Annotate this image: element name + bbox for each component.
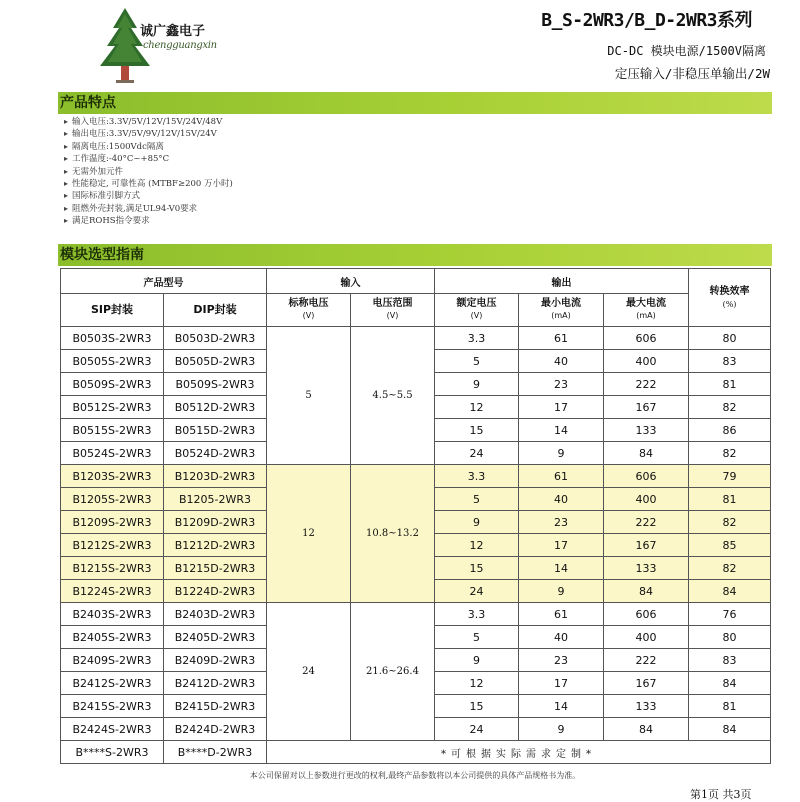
rated-voltage-cell: 9	[435, 511, 519, 534]
nominal-voltage-cell: 12	[267, 465, 351, 603]
efficiency-cell: 83	[689, 649, 771, 672]
dip-model-cell: B2405D-2WR3	[164, 626, 267, 649]
efficiency-cell: 81	[689, 695, 771, 718]
dip-model-cell: B0512D-2WR3	[164, 396, 267, 419]
table-row	[61, 327, 771, 350]
sip-model-cell: B1212S-2WR3	[61, 534, 164, 557]
header-model: 产品型号	[61, 269, 267, 294]
min-current-cell: 61	[519, 465, 604, 488]
feature-item: ▸ 工作温度:-40°C~+85°C	[64, 153, 233, 165]
efficiency-cell: 82	[689, 396, 771, 419]
efficiency-cell: 80	[689, 626, 771, 649]
header-nominal-voltage: 标称电压 (V)	[267, 294, 351, 327]
header-input: 输入	[267, 269, 435, 294]
efficiency-cell: 84	[689, 580, 771, 603]
min-current-cell: 40	[519, 488, 604, 511]
sip-model-cell: B2409S-2WR3	[61, 649, 164, 672]
dip-model-cell: B1224D-2WR3	[164, 580, 267, 603]
min-current-cell: 9	[519, 442, 604, 465]
sip-model-cell: B1203S-2WR3	[61, 465, 164, 488]
max-current-cell: 222	[604, 373, 689, 396]
header-min-current: 最小电流 (mA)	[519, 294, 604, 327]
sip-model-cell: B0512S-2WR3	[61, 396, 164, 419]
selection-table	[60, 268, 771, 764]
max-current-cell: 606	[604, 603, 689, 626]
features-heading: 产品特点	[58, 92, 772, 114]
efficiency-cell: 79	[689, 465, 771, 488]
max-current-cell: 167	[604, 534, 689, 557]
sip-model-cell: B2415S-2WR3	[61, 695, 164, 718]
min-current-cell: 17	[519, 534, 604, 557]
efficiency-cell: 81	[689, 488, 771, 511]
logo-english-name: chengguangxin	[143, 40, 217, 51]
min-current-cell: 40	[519, 350, 604, 373]
nominal-voltage-cell: 5	[267, 327, 351, 465]
sip-model-cell: B1205S-2WR3	[61, 488, 164, 511]
header-voltage-range: 电压范围 (V)	[351, 294, 435, 327]
rated-voltage-cell: 15	[435, 419, 519, 442]
dip-model-cell: B1205-2WR3	[164, 488, 267, 511]
max-current-cell: 222	[604, 511, 689, 534]
sip-model-cell: B1215S-2WR3	[61, 557, 164, 580]
sip-model-cell: B2403S-2WR3	[61, 603, 164, 626]
max-current-cell: 400	[604, 488, 689, 511]
efficiency-cell: 84	[689, 672, 771, 695]
voltage-range-cell: 4.5~5.5	[351, 327, 435, 465]
dip-model-cell: B1209D-2WR3	[164, 511, 267, 534]
efficiency-cell: 83	[689, 350, 771, 373]
rated-voltage-cell: 5	[435, 350, 519, 373]
selection-guide-heading: 模块选型指南	[58, 244, 772, 266]
max-current-cell: 606	[604, 465, 689, 488]
header-efficiency: 转换效率 (%)	[689, 269, 771, 327]
max-current-cell: 167	[604, 396, 689, 419]
dip-model-cell: B2409D-2WR3	[164, 649, 267, 672]
max-current-cell: 133	[604, 695, 689, 718]
sip-model-cell: B0505S-2WR3	[61, 350, 164, 373]
series-subtitle-2: 定压输入/非稳压单输出/2W	[614, 66, 770, 81]
dip-model-cell: B2412D-2WR3	[164, 672, 267, 695]
dip-model-cell: B2415D-2WR3	[164, 695, 267, 718]
efficiency-cell: 85	[689, 534, 771, 557]
rated-voltage-cell: 12	[435, 534, 519, 557]
custom-dip-cell: B****D-2WR3	[164, 741, 267, 764]
max-current-cell: 84	[604, 580, 689, 603]
sip-model-cell: B2405S-2WR3	[61, 626, 164, 649]
dip-model-cell: B1212D-2WR3	[164, 534, 267, 557]
header-dip: DIP封装	[164, 294, 267, 327]
efficiency-cell: 82	[689, 557, 771, 580]
feature-item: ▸ 性能稳定, 可靠性高 (MTBF≥200 万小时)	[64, 178, 233, 190]
nominal-voltage-cell: 24	[267, 603, 351, 741]
sip-model-cell: B0509S-2WR3	[61, 373, 164, 396]
min-current-cell: 40	[519, 626, 604, 649]
feature-item: ▸ 输出电压:3.3V/5V/9V/12V/15V/24V	[64, 128, 233, 140]
rated-voltage-cell: 9	[435, 649, 519, 672]
page-number: 第1页 共3页	[690, 788, 752, 801]
dip-model-cell: B0509S-2WR3	[164, 373, 267, 396]
sip-model-cell: B0524S-2WR3	[61, 442, 164, 465]
logo-chinese-name: 诚广鑫电子	[140, 24, 206, 39]
rated-voltage-cell: 3.3	[435, 465, 519, 488]
custom-note-cell: *可根据实际需求定制*	[267, 741, 771, 764]
max-current-cell: 84	[604, 442, 689, 465]
feature-item: ▸ 无需外加元件	[64, 166, 233, 178]
feature-item: ▸ 输入电压:3.3V/5V/12V/15V/24V/48V	[64, 116, 233, 128]
header-sip: SIP封装	[61, 294, 164, 327]
efficiency-cell: 82	[689, 442, 771, 465]
min-current-cell: 14	[519, 419, 604, 442]
sip-model-cell: B0503S-2WR3	[61, 327, 164, 350]
efficiency-cell: 76	[689, 603, 771, 626]
header-rated-voltage: 额定电压 (V)	[435, 294, 519, 327]
max-current-cell: 133	[604, 419, 689, 442]
min-current-cell: 23	[519, 649, 604, 672]
dip-model-cell: B2424D-2WR3	[164, 718, 267, 741]
custom-sip-cell: B****S-2WR3	[61, 741, 164, 764]
dip-model-cell: B2403D-2WR3	[164, 603, 267, 626]
min-current-cell: 14	[519, 695, 604, 718]
feature-item: ▸ 阻燃外壳封装,满足UL94-V0要求	[64, 203, 233, 215]
rated-voltage-cell: 3.3	[435, 327, 519, 350]
rated-voltage-cell: 12	[435, 672, 519, 695]
max-current-cell: 84	[604, 718, 689, 741]
min-current-cell: 61	[519, 603, 604, 626]
max-current-cell: 167	[604, 672, 689, 695]
table-row	[61, 465, 771, 488]
rated-voltage-cell: 5	[435, 488, 519, 511]
dip-model-cell: B1203D-2WR3	[164, 465, 267, 488]
min-current-cell: 17	[519, 672, 604, 695]
rated-voltage-cell: 15	[435, 695, 519, 718]
voltage-range-cell: 10.8~13.2	[351, 465, 435, 603]
header-output: 输出	[435, 269, 689, 294]
min-current-cell: 17	[519, 396, 604, 419]
dip-model-cell: B0505D-2WR3	[164, 350, 267, 373]
efficiency-cell: 81	[689, 373, 771, 396]
feature-item: ▸ 满足ROHS指令要求	[64, 215, 233, 227]
min-current-cell: 23	[519, 373, 604, 396]
efficiency-cell: 84	[689, 718, 771, 741]
max-current-cell: 222	[604, 649, 689, 672]
rated-voltage-cell: 24	[435, 580, 519, 603]
sip-model-cell: B1224S-2WR3	[61, 580, 164, 603]
min-current-cell: 23	[519, 511, 604, 534]
rated-voltage-cell: 12	[435, 396, 519, 419]
dip-model-cell: B0503D-2WR3	[164, 327, 267, 350]
min-current-cell: 9	[519, 580, 604, 603]
efficiency-cell: 80	[689, 327, 771, 350]
series-subtitle-1: DC-DC 模块电源/1500V隔离	[607, 44, 766, 58]
max-current-cell: 606	[604, 327, 689, 350]
dip-model-cell: B0515D-2WR3	[164, 419, 267, 442]
efficiency-cell: 82	[689, 511, 771, 534]
max-current-cell: 400	[604, 350, 689, 373]
sip-model-cell: B0515S-2WR3	[61, 419, 164, 442]
min-current-cell: 9	[519, 718, 604, 741]
feature-item: ▸ 隔离电压:1500Vdc隔离	[64, 141, 233, 153]
table-row	[61, 603, 771, 626]
feature-item: ▸ 国际标准引脚方式	[64, 190, 233, 202]
disclaimer: 本公司保留对以上参数进行更改的权利,最终产品参数将以本公司提供的具体产品规格书为准。	[249, 771, 581, 780]
series-title: B_S-2WR3/B_D-2WR3系列	[541, 10, 752, 31]
features-list	[64, 116, 233, 228]
rated-voltage-cell: 24	[435, 718, 519, 741]
rated-voltage-cell: 5	[435, 626, 519, 649]
rated-voltage-cell: 24	[435, 442, 519, 465]
sip-model-cell: B2424S-2WR3	[61, 718, 164, 741]
sip-model-cell: B1209S-2WR3	[61, 511, 164, 534]
rated-voltage-cell: 3.3	[435, 603, 519, 626]
custom-row	[61, 741, 771, 764]
rated-voltage-cell: 9	[435, 373, 519, 396]
company-logo	[98, 6, 240, 88]
header-max-current: 最大电流 (mA)	[604, 294, 689, 327]
max-current-cell: 400	[604, 626, 689, 649]
dip-model-cell: B0524D-2WR3	[164, 442, 267, 465]
min-current-cell: 14	[519, 557, 604, 580]
efficiency-cell: 86	[689, 419, 771, 442]
max-current-cell: 133	[604, 557, 689, 580]
voltage-range-cell: 21.6~26.4	[351, 603, 435, 741]
rated-voltage-cell: 15	[435, 557, 519, 580]
min-current-cell: 61	[519, 327, 604, 350]
dip-model-cell: B1215D-2WR3	[164, 557, 267, 580]
sip-model-cell: B2412S-2WR3	[61, 672, 164, 695]
